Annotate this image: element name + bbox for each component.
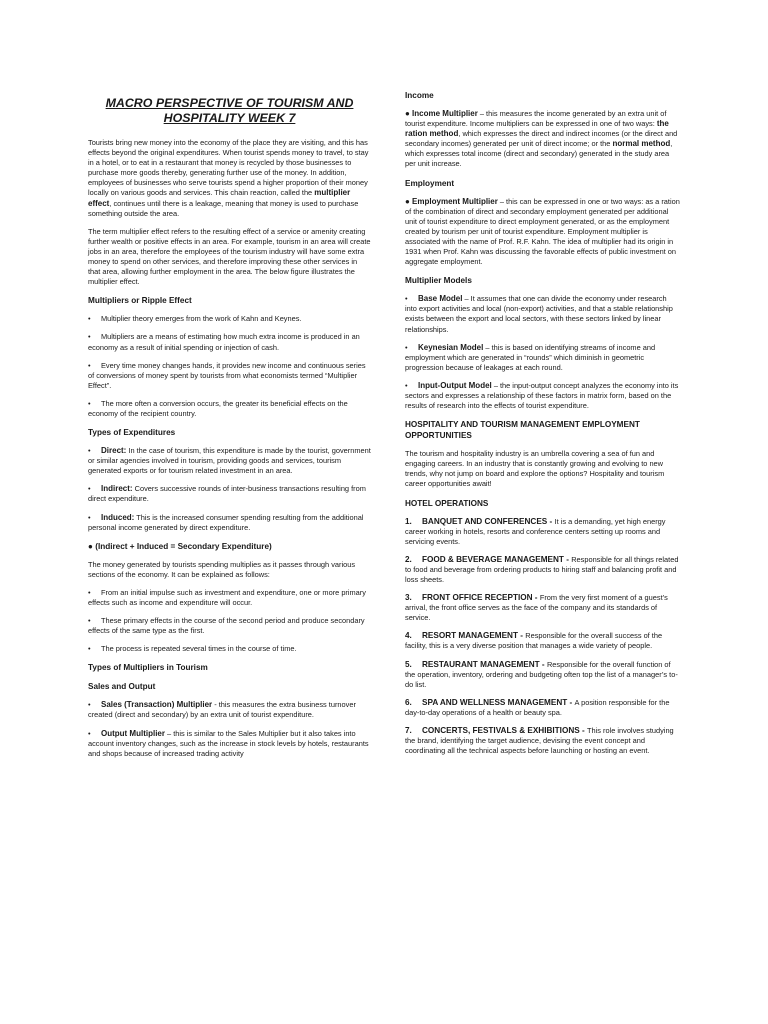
page-title: MACRO PERSPECTIVE OF TOURISM AND HOSPITALITY WEEK 7 [105, 96, 354, 125]
expenditure-indirect: • Indirect: Covers successive rounds of inter-business transactions resulting from direct expenditure. [88, 484, 366, 504]
job-item: 1. BANQUET AND CONFERENCES - It is a demanding, yet high energy career working in hotels, resorts and conference centers setting up rooms and servicing events. [405, 516, 666, 546]
heading-employment: Employment [405, 178, 455, 188]
bullet-item: • These primary effects in the course of the second period and produce secondary effects of the same type as the first. [88, 616, 365, 636]
intro-paragraph [88, 138, 371, 219]
keynesian-model: • Keynesian Model – this is based on identifying streams of income and employment which are generated in “rounds” which diminish in geometric progression because of leakages at each round. [405, 342, 656, 372]
job-item: 5. RESTAURANT MANAGEMENT - Responsible for the overall function of the operation, inventory, ordering and budgeting often top the list of a manager’s to-do list. [405, 659, 678, 689]
money-generated-paragraph: The money generated by tourists spending multiplies as it passes through various sections of the economy. It can be explained as follows: [88, 559, 356, 579]
heading-htm-opportunities: HOSPITALITY AND TOURISM MANAGEMENT EMPLOYMENT OPPORTUNITIES [405, 420, 640, 441]
bullet-item: • From an initial impulse such as investment and expenditure, one or more primary effects such as income and expenditure will occur. [88, 587, 366, 607]
base-model: • Base Model – It assumes that one can divide the economy under research into export activities and local (non-export) activities, and that a stable relationship exists between the export and local sectors, with these sectors linked by linear relationships. [405, 294, 673, 334]
job-item: 3. FRONT OFFICE RECEPTION - From the very first moment of a guest’s arrival, the front office serves as the face of the company and its standards of service. [405, 593, 668, 623]
left-column [88, 90, 371, 767]
bullet-item: • Every time money changes hands, it provides new income and continuous series of conversions of money spent by tourists from what economists termed “Multiplier Effect”. [88, 360, 366, 390]
intro-text-a: Tourists bring new money into the economy of the place they are visiting, and this has effects beyond the original expenditures. When tourist spends money to travel, to stay in a hotel, or to eat in a restaurant that money is recycled by those businesses to purchase more goods thereby, generating further use of the money. In addition, employees of businesses who serve tourists spend a higher proportion of their money locally on various goods and services. This chain reaction, called the [88, 138, 369, 198]
intro-text-b: , continues until there is a leakage, meaning that money is used to purchase something outside the area. [88, 198, 359, 218]
job-item: 2. FOOD & BEVERAGE MANAGEMENT - Responsible for all things related to food and beverage from ordering products to hiring staff and balancing profit and loss sheets. [405, 554, 679, 584]
bullet-item: • Multipliers are a means of estimating how much extra income is produced in an economy as a result of initial spending or injection of cash. [88, 332, 360, 352]
heading-multipliers-ripple: Multipliers or Ripple Effect [88, 296, 192, 306]
job-item: 4. RESORT MANAGEMENT - Responsible for the overall success of the facility, this is a very diverse position that manages a wide variety of people. [405, 631, 663, 651]
right-column [405, 90, 680, 764]
bullet-item: • The process is repeated several times in the course of time. [88, 644, 297, 654]
output-multiplier: • Output Multiplier – this is similar to the Sales Multiplier but it also takes into account inventory changes, such as the increase in stock levels by hotels, restaurants and shops because of increased trading activity [88, 728, 369, 758]
employment-multiplier: ● Employment Multiplier – this can be expressed in one or two ways: as a ration of the combination of direct and secondary employment generated per additional unit of tourist expenditure to direct employment generated, or as the employment created by tourism per unit of tourist expenditure. Employment multiplier is associated with the name of Prof. R.F. Kahn. The idea of multiplier had its origin in 1931 when Prof. Kahn was discussing the favorable effects of public investment on aggregate employment. [405, 196, 680, 267]
bullet-item: • The more often a conversion occurs, the greater its beneficial effects on the economy of the recipient country. [88, 398, 348, 418]
job-item: 6. SPA AND WELLNESS MANAGEMENT - A position responsible for the day-to-day operations of a health or beauty spa. [405, 697, 670, 717]
input-output-model: • Input-Output Model – the input-output concept analyzes the economy into its sectors and expresses a relationship of these factors in matrix form, based on the results of research into the effects of tourist expenditure. [405, 380, 679, 411]
heading-types-multipliers: Types of Multipliers in Tourism [88, 663, 208, 673]
expenditure-direct: • Direct: In the case of tourism, this expenditure is made by the tourist, government or similar agencies involved in tourism, providing goods and services, tourism generated exports or for tourism related investment in an area. [88, 446, 371, 476]
bullet-item: • Multiplier theory emerges from the work of Kahn and Keynes. [88, 314, 302, 324]
sales-multiplier: • Sales (Transaction) Multiplier - this measures the extra business turnover created (direct and secondary) by an extra unit of tourist expenditure. [88, 700, 356, 720]
heading-sales-output: Sales and Output [88, 682, 156, 692]
heading-hotel-operations: HOTEL OPERATIONS [405, 498, 489, 508]
expenditure-induced: • Induced: This is the increased consumer spending resulting from the additional personal income generated by direct expenditure. [88, 512, 364, 532]
secondary-expenditure-note: ● (Indirect + Induced = Secondary Expenditure) [88, 541, 272, 551]
htm-paragraph: The tourism and hospitality industry is an umbrella covering a sea of fun and engaging careers. In an industry that is constantly growing and evolving to new trends, why not jump on board and explore the options? Hospitality and tourism career opportunities await! [405, 449, 665, 489]
intro-bold-term: multiplier effect [88, 188, 351, 208]
heading-income: Income [405, 91, 434, 100]
heading-multiplier-models: Multiplier Models [405, 276, 472, 286]
multiplier-definition-paragraph: The term multiplier effect refers to the resulting effect of a service or amenity creating further wealth or positive effects in an area. For example, tourism in an area will create jobs in an area, therefore the employees of the tourism industry will have some extra money to spend on other services, and therefore improving these other services in that area, allowing further employment in the area. The below figure illustrates the multiplier effect. [88, 226, 371, 287]
job-item: 7. CONCERTS, FESTIVALS & EXHIBITIONS - This role involves studying the brand, identifying the target audience, devising the event concept and coordinating all the technical aspects before launching or hosting an event. [405, 726, 674, 756]
heading-types-expenditures: Types of Expenditures [88, 428, 176, 438]
income-multiplier: ● Income Multiplier – this measures the income generated by an extra unit of tourist expenditure. Income multipliers can be expressed in one of two ways: the ration method, which expresses the direct and indirect incomes (or the direct and secondary incomes) generated per unit of direct income; or the normal method, which expresses total income (direct and secondary) generated in the study area per unit increase. [405, 109, 678, 169]
